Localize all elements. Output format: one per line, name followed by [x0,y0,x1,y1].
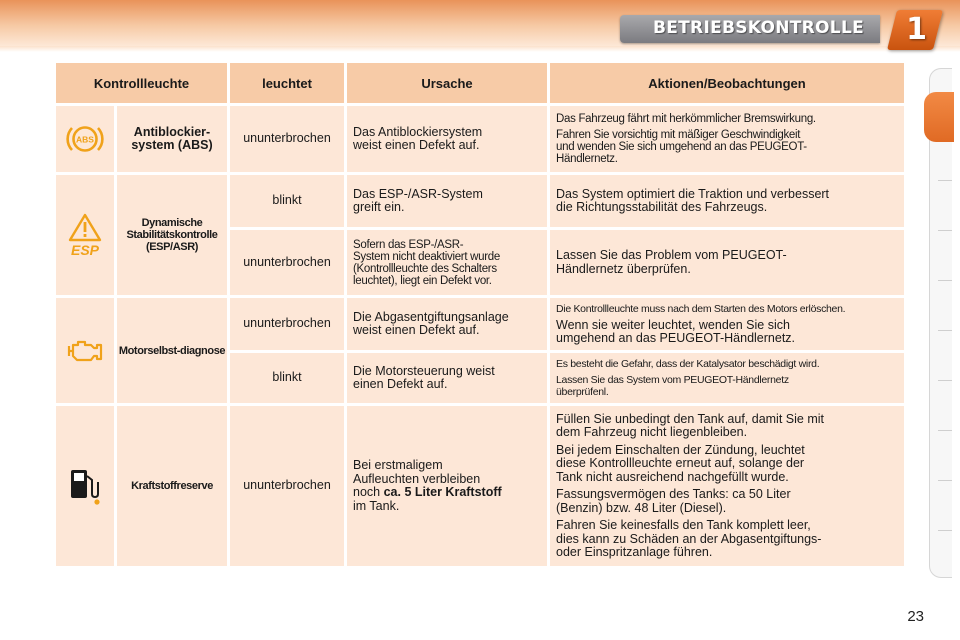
fuel-reserve-amount: ca. 5 Liter Kraftstoff [383,485,502,499]
rail-divider [938,180,952,181]
header-band-fade [0,46,960,52]
engine-action-1-line1: Wenn sie weiter leuchtet, wenden Sie sich [556,317,790,332]
fuel-action-cell [550,406,904,566]
esp-action-1-line1: Das System optimiert die Traktion und verbessert [556,186,830,201]
esp-action-2 [550,230,904,295]
fuel-p3-line2: (Benzin) bzw. 48 Liter (Diesel). [556,500,727,515]
chapter-number: 1 [906,12,927,47]
esp-name-line1: Dynamische [141,217,203,229]
abs-icon-cell [56,106,114,172]
abs-warning-icon [65,122,105,156]
fuel-cause-line3-pre: noch [353,485,384,499]
engine-cause-1-line2: weist einen Defekt auf. [353,323,480,337]
page-number: 23 [907,608,924,625]
esp-status-1: blinkt [230,175,344,227]
fuel-pump-icon [67,466,103,506]
abs-name-line1: Antiblockier- [133,124,211,139]
esp-cause-2-line4: leuchtet), liegt ein Defekt vor. [353,274,492,287]
fuel-status: ununterbrochen [230,406,344,566]
abs-action-2 [556,129,898,165]
engine-cause-2-line1: Die Motorsteuerung weist [353,363,495,378]
abs-cause-line2: weist einen Defekt auf. [353,138,480,152]
fuel-p2-line3: Tank nicht ausreichend nachgefüllt wurde. [556,469,789,484]
esp-cause-2-line3: (Kontrollleuchte des Schalters [353,262,497,275]
esp-cause-2 [347,230,547,295]
engine-action-2-note2 [556,374,898,398]
esp-cause-1-line2: greift ein. [353,200,405,214]
engine-action-2-note2-line1: Lassen Sie das System vom PEUGEOT-Händlernetz [556,374,789,386]
esp-action-2-line2: Händlernetz überprüfen. [556,261,691,276]
engine-cause-2 [347,353,547,403]
engine-action-2-note1: Es besteht die Gefahr, dass der Katalysator beschädigt wird. [556,358,820,370]
engine-cause-2-line2: einen Defekt auf. [353,377,448,391]
esp-action-1 [550,175,904,227]
abs-action-2-line3: Händlernetz. [556,153,618,165]
chapter-tab-rail [929,68,952,578]
column-header-ursache: Ursache [347,63,547,103]
esp-warning-icon [68,213,102,243]
column-header-aktionen: Aktionen/Beobachtungen [550,63,904,103]
esp-name-cell [117,175,227,295]
engine-action-1-note: Die Kontrollleuchte muss nach dem Starten des Motors erlöschen. [556,302,846,315]
abs-cause-line1: Das Antiblockiersystem [353,124,483,139]
engine-action-1 [550,298,904,350]
fuel-cause-line2: Aufleuchten verbleiben [353,471,481,486]
fuel-action-para-1 [556,413,898,440]
rail-divider [938,430,952,431]
abs-name-cell [117,106,227,172]
engine-icon-cell [56,298,114,403]
engine-cause-1 [347,298,547,350]
esp-name-line3: (ESP/ASR) [145,241,199,253]
esp-action-2-line1: Lassen Sie das Problem vom PEUGEOT- [556,248,787,262]
fuel-p1-line1: Füllen Sie unbedingt den Tank auf, damit Sie mit [556,411,824,426]
fuel-cause-line1: Bei erstmaligem [353,458,443,472]
rail-divider [938,280,952,281]
fuel-p4-line3: oder Einspritzanlage führen. [556,545,713,559]
page-title: BETRIEBSKONTROLLE [652,18,864,38]
rail-divider [938,230,952,231]
fuel-p4-line2: dies kann zu Schäden an der Abgasentgiftungs- [556,531,822,546]
fuel-p3-line1: Fassungsvermögen des Tanks: ca 50 Liter [556,487,791,501]
fuel-p4-line1: Fahren Sie keinesfalls den Tank komplett leer, [556,518,811,532]
fuel-cause-line4: im Tank. [353,498,400,513]
rail-divider [938,380,952,381]
esp-status-2: ununterbrochen [230,230,344,295]
esp-cause-2-line1: Sofern das ESP-/ASR- [353,238,464,251]
esp-cause-2-line2: System nicht deaktiviert wurde [353,250,500,263]
engine-action-1-line2: umgehend an das PEUGEOT-Händlernetz. [556,331,796,345]
fuel-action-para-3 [556,488,898,515]
abs-cause-cell [347,106,547,172]
esp-name-line2: Stabilitätskontrolle [126,229,218,241]
esp-cause-1-line1: Das ESP-/ASR-System [353,186,483,201]
engine-status-1: ununterbrochen [230,298,344,350]
abs-action-cell [550,106,904,172]
abs-status: ununterbrochen [230,106,344,172]
fuel-cause-cell [347,406,547,566]
rail-divider [938,330,952,331]
chapter-tab-active[interactable] [924,92,954,142]
fuel-icon-cell [56,406,114,566]
fuel-action-para-4 [556,519,898,560]
engine-action-2-note2-line2: überprüfenl. [556,386,609,398]
rail-divider [938,530,952,531]
engine-name: Motorselbst-diagnose [117,298,227,403]
fuel-cause-line3 [353,486,541,500]
engine-action-2 [550,353,904,403]
fuel-p2-line1: Bei jedem Einschalten der Zündung, leuchtet [556,442,805,457]
fuel-p2-line2: diese Kontrollleuchte erneut auf, solange der [556,456,805,470]
abs-action-2-line1: Fahren Sie vorsichtig mit mäßiger Geschwindigkeit [556,129,801,141]
engine-action-1-text [556,319,898,346]
engine-status-2: blinkt [230,353,344,403]
esp-icon-label: ESP [70,242,99,258]
abs-name-line2: system (ABS) [131,138,213,152]
fuel-p1-line2: dem Fahrzeug nicht liegenbleiben. [556,425,748,439]
fuel-action-para-2 [556,444,898,485]
engine-warning-icon [65,337,105,365]
abs-action-2-line2: und wenden Sie sich umgehend an das PEUGEOT- [556,141,807,153]
abs-action-1: Das Fahrzeug fährt mit herkömmlicher Bremswirkung. [556,113,816,125]
esp-action-1-line2: die Richtungsstabilität des Fahrzeugs. [556,200,768,214]
column-header-leuchtet: leuchtet [230,63,344,103]
column-header-kontrollleuchte: Kontrollleuchte [56,63,227,103]
esp-cause-1 [347,175,547,227]
svg-text:ABS: ABS [76,134,94,145]
esp-icon-cell [56,175,114,295]
fuel-name: Kraftstoffreserve [117,406,227,566]
rail-divider [938,480,952,481]
engine-cause-1-line1: Die Abgasentgiftungsanlage [353,309,509,324]
